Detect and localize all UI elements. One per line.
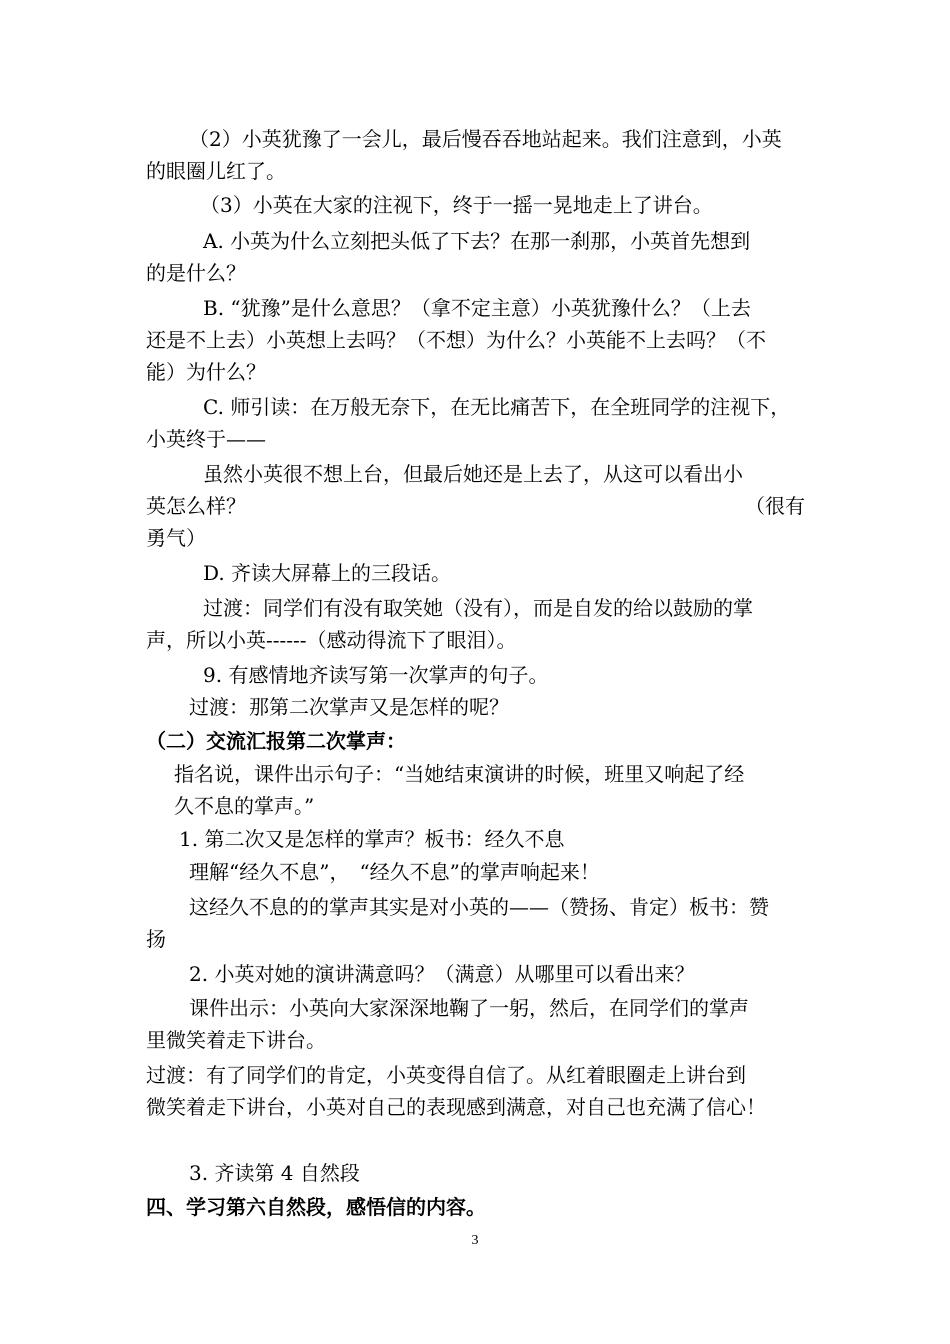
page-number: 3 [471, 1233, 479, 1248]
paragraph-line: 理解“经久不息”， “经久不息”的掌声响起来！ [189, 860, 600, 884]
paragraph-line: 过渡：有了同学们的肯定，小英变得自信了。从红着眼圈走上讲台到 [146, 1063, 746, 1087]
paragraph-line: 勇气） [146, 526, 206, 550]
paragraph-line: 还是不上去）小英想上去吗？（不想）为什么？小英能不上去吗？（不 [146, 328, 766, 352]
paragraph-line: A. 小英为什么立刻把头低了下去？在那一刹那，小英首先想到 [203, 229, 751, 253]
paragraph-line: 的眼圈儿红了。 [146, 159, 286, 183]
paragraph-line: 英怎么样？ [146, 494, 246, 518]
paragraph-line: 过渡：那第二次掌声又是怎样的呢？ [189, 695, 509, 719]
paragraph-line: 1. 第二次又是怎样的掌声？板书：经久不息 [179, 827, 565, 851]
paragraph-line: 过渡：同学们有没有取笑她（没有），而是自发的给以鼓励的掌 [203, 596, 753, 620]
paragraph-line: 9. 有感情地齐读写第一次掌声的句子。 [203, 663, 549, 687]
paragraph-line: 扬 [146, 927, 166, 951]
paragraph-line: 久不息的掌声。” [174, 794, 315, 818]
paragraph-line: （2）小英犹豫了一会儿，最后慢吞吞地站起来。我们注意到，小英 [189, 127, 782, 151]
paragraph-line: 这经久不息的的掌声其实是对小英的——（赞扬、肯定）板书：赞 [189, 895, 769, 919]
paragraph-line: 课件出示：小英向大家深深地鞠了一躬，然后，在同学们的掌声 [189, 996, 749, 1020]
paragraph-line: 里微笑着走下讲台。 [146, 1028, 326, 1052]
paragraph-line: 3. 齐读第 4 自然段 [189, 1161, 360, 1185]
paragraph-line: 2. 小英对她的演讲满意吗？（满意）从哪里可以看出来？ [189, 962, 695, 986]
paragraph-line: C. 师引读：在万般无奈下，在无比痛苦下，在全班同学的注视下， [203, 395, 791, 419]
paragraph-line: D. 齐读大屏幕上的三段话。 [203, 561, 452, 585]
paragraph-line: 小英终于—— [146, 427, 266, 451]
paragraph-line: 声，所以小英------（感动得流下了眼泪）。 [146, 628, 517, 652]
paragraph-line: （3）小英在大家的注视下，终于一摇一晃地走上了讲台。 [200, 193, 713, 217]
paragraph-line: 虽然小英很不想上台，但最后她还是上去了，从这可以看出小 [203, 462, 743, 486]
paragraph-line: 微笑着走下讲台，小英对自己的表现感到满意，对自己也充满了信心！ [146, 1095, 766, 1119]
section-heading: 四、学习第六自然段，感悟信的内容。 [146, 1195, 486, 1219]
paragraph-line: B. “犹豫”是什么意思？（拿不定主意）小英犹豫什么？（上去 [203, 296, 751, 320]
paragraph-line: 的是什么？ [146, 261, 246, 285]
paragraph-line: （很有 [745, 494, 805, 518]
paragraph-line: 能）为什么？ [146, 360, 266, 384]
section-heading: （二）交流汇报第二次掌声： [146, 729, 406, 753]
paragraph-line: 指名说，课件出示句子：“当她结束演讲的时候，班里又响起了经 [174, 762, 745, 786]
